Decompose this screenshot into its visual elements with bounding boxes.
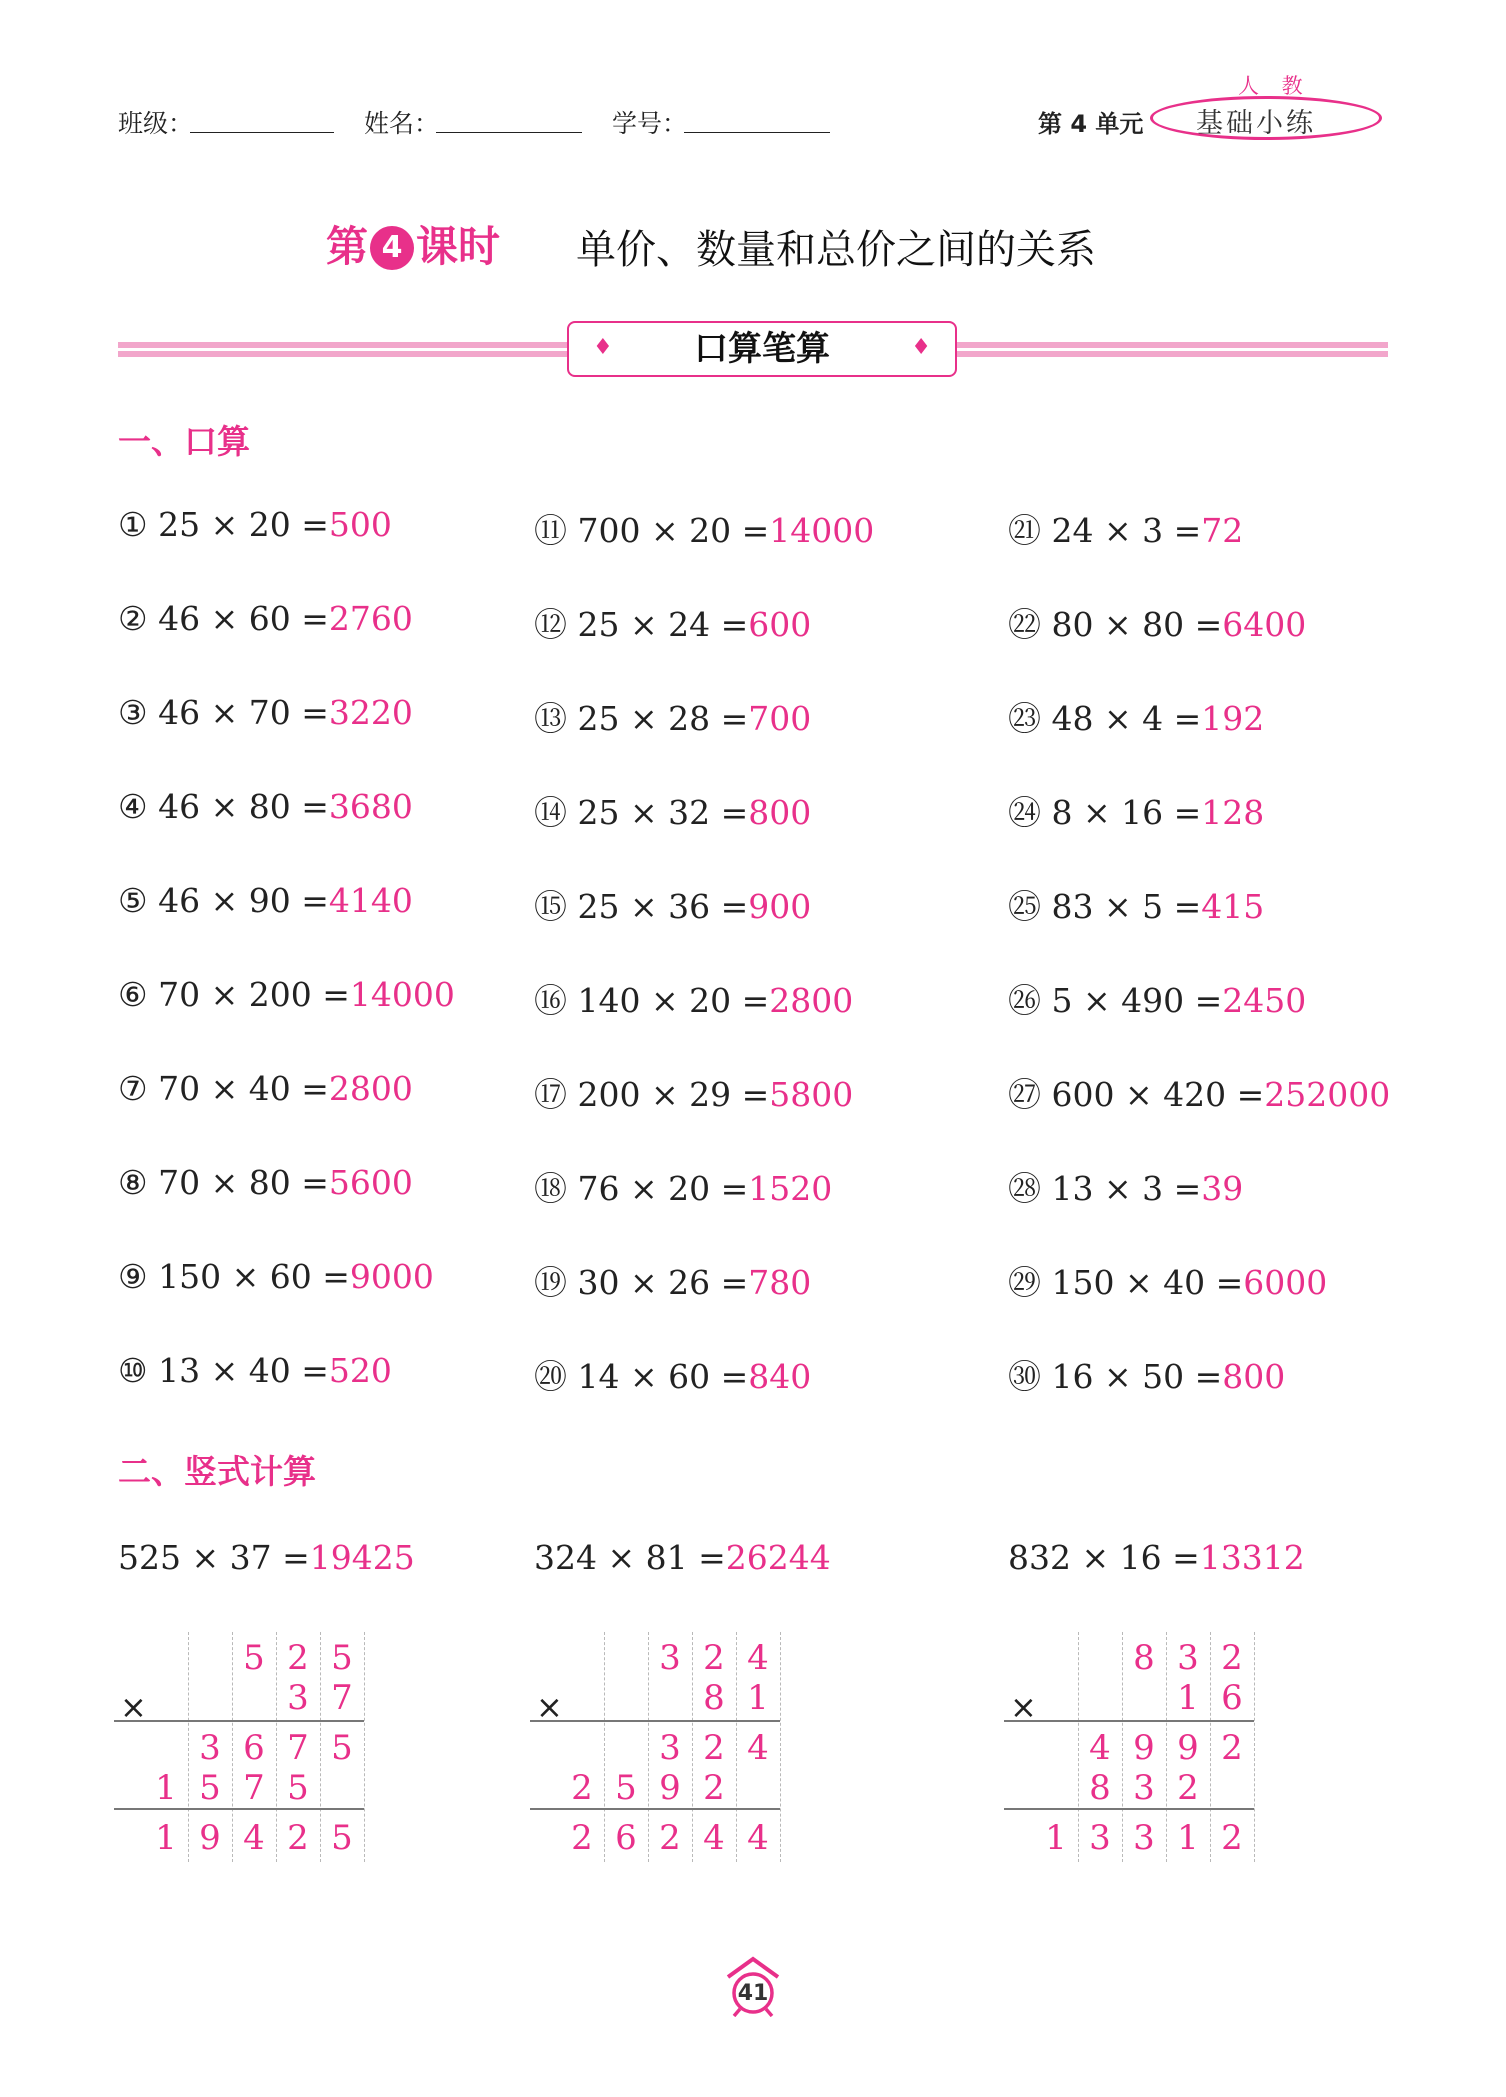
problem-index: ㉗ xyxy=(1008,1075,1041,1114)
problem-index: ㉚ xyxy=(1008,1357,1041,1396)
digit-cell: 7 xyxy=(243,1768,265,1808)
problem-answer[interactable]: 415 xyxy=(1201,887,1265,926)
digit-cell: 4 xyxy=(747,1638,769,1678)
problem-answer[interactable]: 128 xyxy=(1201,793,1265,832)
problem-answer[interactable]: 800 xyxy=(1222,1357,1286,1396)
problem-expression: 14 × 60 = xyxy=(577,1357,749,1396)
digit-cell: 4 xyxy=(747,1728,769,1768)
problem-index: ⑪ xyxy=(534,511,567,550)
digit-cell: 2 xyxy=(1221,1638,1243,1678)
problem-index: ㉕ xyxy=(1008,887,1041,926)
problem-answer[interactable]: 1520 xyxy=(748,1169,833,1208)
digit-cell: 4 xyxy=(747,1818,769,1858)
problem-index: ⑩ xyxy=(118,1351,148,1390)
vertical-problem-equation xyxy=(534,1538,831,1577)
rule-line xyxy=(530,1720,780,1722)
class-field[interactable] xyxy=(190,132,334,133)
digit-cell: 3 xyxy=(287,1678,309,1718)
problem-index: ⑥ xyxy=(118,975,148,1014)
problem-expression: 16 × 50 = xyxy=(1051,1357,1223,1396)
problem-expression: 25 × 32 = xyxy=(577,793,749,832)
digit-cell: 5 xyxy=(287,1768,309,1808)
problem-answer[interactable]: 2760 xyxy=(328,599,413,638)
mental-math-problem xyxy=(534,975,853,1022)
digit-cell: 2 xyxy=(703,1638,725,1678)
digit-cell: 4 xyxy=(703,1818,725,1858)
problem-answer[interactable]: 520 xyxy=(328,1351,392,1390)
rule-line xyxy=(1004,1808,1254,1810)
digit-cell: 2 xyxy=(1221,1728,1243,1768)
problem-answer[interactable]: 6000 xyxy=(1243,1263,1328,1302)
problem-answer[interactable]: 2800 xyxy=(769,981,854,1020)
digit-cell: 8 xyxy=(1133,1638,1155,1678)
mental-math-problem xyxy=(118,1069,413,1108)
mental-math-problem xyxy=(534,1163,832,1210)
problem-expression: 600 × 420 = xyxy=(1051,1075,1265,1114)
mental-math-problem xyxy=(118,975,455,1014)
problem-expression: 200 × 29 = xyxy=(577,1075,770,1114)
name-label: 姓名： xyxy=(364,109,440,138)
digit-cell: 3 xyxy=(199,1728,221,1768)
vertical-problem-equation xyxy=(118,1538,415,1577)
vertical-problem-expression: 832 × 16 = xyxy=(1008,1538,1200,1577)
grid-line xyxy=(780,1632,781,1862)
problem-index: ⑨ xyxy=(118,1257,148,1296)
vertical-problem-answer[interactable]: 19425 xyxy=(309,1538,415,1577)
lesson-number-badge: 4 xyxy=(370,226,414,270)
digit-cell: 5 xyxy=(243,1638,265,1678)
mental-math-problem xyxy=(118,1163,413,1202)
problem-answer[interactable]: 14000 xyxy=(769,511,875,550)
mental-math-problem xyxy=(1008,599,1306,646)
problem-expression: 83 × 5 = xyxy=(1051,887,1202,926)
mental-math-problem xyxy=(118,881,413,920)
digit-cell: 9 xyxy=(1177,1728,1199,1768)
digit-cell: 2 xyxy=(571,1818,593,1858)
problem-index: ⑰ xyxy=(534,1075,567,1114)
digit-cell: 2 xyxy=(1221,1818,1243,1858)
problem-index: ⑤ xyxy=(118,881,148,920)
digit-cell: 3 xyxy=(1133,1818,1155,1858)
grid-line xyxy=(364,1632,365,1862)
digit-cell: 9 xyxy=(659,1768,681,1808)
mental-math-problem xyxy=(1008,787,1264,834)
problem-expression: 8 × 16 = xyxy=(1051,793,1202,832)
digit-cell: 9 xyxy=(1133,1728,1155,1768)
digit-cell: 9 xyxy=(199,1818,221,1858)
rule-line xyxy=(114,1808,364,1810)
mental-math-problem xyxy=(118,787,413,826)
mental-math-problem xyxy=(534,787,811,834)
mental-math-problem xyxy=(1008,1069,1390,1116)
problem-index: ㉖ xyxy=(1008,981,1041,1020)
problem-answer[interactable]: 2800 xyxy=(328,1069,413,1108)
problem-expression: 25 × 28 = xyxy=(577,699,749,738)
digit-cell: 1 xyxy=(1045,1818,1067,1858)
problem-expression: 70 × 200 = xyxy=(158,975,350,1014)
digit-cell: 4 xyxy=(243,1818,265,1858)
mental-math-problem xyxy=(1008,693,1264,740)
brand-publisher: 人 教 xyxy=(1238,74,1311,98)
problem-answer[interactable]: 800 xyxy=(748,793,812,832)
mental-math-problem xyxy=(1008,505,1243,552)
problem-answer[interactable]: 4140 xyxy=(328,881,413,920)
section-title-vertical: 二、竖式计算 xyxy=(118,1452,316,1491)
problem-answer[interactable]: 3220 xyxy=(328,693,413,732)
problem-expression: 25 × 24 = xyxy=(577,605,749,644)
problem-index: ⑱ xyxy=(534,1169,567,1208)
problem-expression: 13 × 40 = xyxy=(158,1351,329,1390)
vertical-problem-expression: 525 × 37 = xyxy=(118,1538,310,1577)
digit-cell: 3 xyxy=(659,1638,681,1678)
problem-expression: 46 × 90 = xyxy=(158,881,329,920)
problem-expression: 46 × 60 = xyxy=(158,599,329,638)
section-title-mental-math: 一、口算 xyxy=(118,422,250,461)
problem-answer[interactable]: 600 xyxy=(748,605,812,644)
problem-expression: 80 × 80 = xyxy=(1051,605,1223,644)
problem-expression: 48 × 4 = xyxy=(1051,699,1202,738)
problem-answer[interactable]: 900 xyxy=(748,887,812,926)
problem-index: ㉑ xyxy=(1008,511,1041,550)
problem-expression: 70 × 40 = xyxy=(158,1069,329,1108)
problem-index: ㉓ xyxy=(1008,699,1041,738)
problem-answer[interactable]: 14000 xyxy=(349,975,455,1014)
vertical-problem-expression: 324 × 81 = xyxy=(534,1538,726,1577)
problem-expression: 70 × 80 = xyxy=(158,1163,329,1202)
vertical-calculation xyxy=(530,1632,780,1862)
problem-index: ㉔ xyxy=(1008,793,1041,832)
brand-title: 基础小练 xyxy=(1196,108,1316,139)
problem-index: ② xyxy=(118,599,148,638)
mental-math-problem xyxy=(1008,1163,1243,1210)
rule-line xyxy=(1004,1720,1254,1722)
problem-index: ⑧ xyxy=(118,1163,148,1202)
digit-cell: 5 xyxy=(331,1728,353,1768)
digit-cell: 1 xyxy=(155,1818,177,1858)
student-id-field[interactable] xyxy=(684,132,830,133)
problem-index: ⑦ xyxy=(118,1069,148,1108)
problem-answer[interactable]: 252000 xyxy=(1264,1075,1391,1114)
problem-index: ⑫ xyxy=(534,605,567,644)
digit-cell: 5 xyxy=(615,1768,637,1808)
problem-index: ⑬ xyxy=(534,699,567,738)
mental-math-problem xyxy=(534,505,874,552)
diamond-icon: ♦ xyxy=(593,335,613,360)
problem-answer[interactable]: 9000 xyxy=(349,1257,434,1296)
problem-answer[interactable]: 72 xyxy=(1201,511,1244,550)
problem-answer[interactable]: 39 xyxy=(1201,1169,1244,1208)
problem-index: ⑮ xyxy=(534,887,567,926)
problem-expression: 25 × 36 = xyxy=(577,887,749,926)
mental-math-problem xyxy=(1008,1351,1285,1398)
problem-expression: 46 × 70 = xyxy=(158,693,329,732)
section-banner: ♦ 口算笔算 ♦ xyxy=(567,321,957,377)
digit-cell: 7 xyxy=(331,1678,353,1718)
unit-label: 第 4 单元 xyxy=(1038,110,1144,138)
digit-cell: 8 xyxy=(703,1678,725,1718)
multiply-sign: × xyxy=(1010,1688,1037,1726)
digit-cell: 1 xyxy=(747,1678,769,1718)
lesson-title: 第 4 课时 xyxy=(326,222,501,271)
mental-math-problem xyxy=(534,693,811,740)
multiply-sign: × xyxy=(120,1688,147,1726)
digit-cell: 3 xyxy=(1177,1638,1199,1678)
page-title: 单价、数量和总价之间的关系 xyxy=(576,227,1096,273)
problem-answer[interactable]: 840 xyxy=(748,1357,812,1396)
digit-cell: 3 xyxy=(659,1728,681,1768)
problem-answer[interactable]: 192 xyxy=(1201,699,1265,738)
problem-expression: 150 × 40 = xyxy=(1051,1263,1244,1302)
mental-math-problem xyxy=(534,881,811,928)
vertical-problem-answer[interactable]: 26244 xyxy=(725,1538,831,1577)
digit-cell: 3 xyxy=(1133,1768,1155,1808)
digit-cell: 1 xyxy=(155,1768,177,1808)
page-number: 41 xyxy=(722,1955,784,2017)
problem-index: ① xyxy=(118,505,148,544)
problem-index: ⑯ xyxy=(534,981,567,1020)
problem-expression: 140 × 20 = xyxy=(577,981,770,1020)
student-id-label: 学号： xyxy=(612,109,688,138)
mental-math-problem xyxy=(118,1351,392,1390)
problem-answer[interactable]: 780 xyxy=(748,1263,812,1302)
digit-cell: 4 xyxy=(1089,1728,1111,1768)
problem-expression: 150 × 60 = xyxy=(158,1257,350,1296)
problem-expression: 30 × 26 = xyxy=(577,1263,749,1302)
digit-cell: 3 xyxy=(1089,1818,1111,1858)
digit-cell: 2 xyxy=(571,1768,593,1808)
digit-cell: 5 xyxy=(199,1768,221,1808)
problem-index: ④ xyxy=(118,787,148,826)
problem-index: ⑭ xyxy=(534,793,567,832)
digit-cell: 1 xyxy=(1177,1678,1199,1718)
mental-math-problem xyxy=(118,599,413,638)
rule-line xyxy=(114,1720,364,1722)
vertical-calculation xyxy=(1004,1632,1254,1862)
rule-line xyxy=(530,1808,780,1810)
problem-answer[interactable]: 2450 xyxy=(1222,981,1307,1020)
problem-expression: 24 × 3 = xyxy=(1051,511,1202,550)
digit-cell: 2 xyxy=(287,1818,309,1858)
digit-cell: 2 xyxy=(287,1638,309,1678)
digit-cell: 6 xyxy=(615,1818,637,1858)
digit-cell: 2 xyxy=(703,1768,725,1808)
mental-math-problem xyxy=(118,1257,434,1296)
digit-cell: 5 xyxy=(331,1638,353,1678)
mental-math-problem xyxy=(534,1257,811,1304)
multiply-sign: × xyxy=(536,1688,563,1726)
vertical-calculation xyxy=(114,1632,364,1862)
name-field[interactable] xyxy=(436,132,582,133)
mental-math-problem xyxy=(118,693,413,732)
problem-answer[interactable]: 500 xyxy=(328,505,392,544)
digit-cell: 2 xyxy=(1177,1768,1199,1808)
vertical-problem-equation xyxy=(1008,1538,1305,1577)
mental-math-problem xyxy=(118,505,392,544)
mental-math-problem xyxy=(1008,1257,1327,1304)
problem-index: ⑲ xyxy=(534,1263,567,1302)
digit-cell: 2 xyxy=(659,1818,681,1858)
problem-answer[interactable]: 5600 xyxy=(328,1163,413,1202)
problem-index: ㉒ xyxy=(1008,605,1041,644)
problem-index: ㉙ xyxy=(1008,1263,1041,1302)
problem-answer[interactable]: 5800 xyxy=(769,1075,854,1114)
problem-index: ③ xyxy=(118,693,148,732)
mental-math-problem xyxy=(534,1351,811,1398)
problem-answer[interactable]: 6400 xyxy=(1222,605,1307,644)
diamond-icon: ♦ xyxy=(911,335,931,360)
problem-expression: 46 × 80 = xyxy=(158,787,329,826)
vertical-problem-answer[interactable]: 13312 xyxy=(1199,1538,1305,1577)
problem-expression: 76 × 20 = xyxy=(577,1169,749,1208)
problem-answer[interactable]: 3680 xyxy=(328,787,413,826)
digit-cell: 1 xyxy=(1177,1818,1199,1858)
problem-index: ㉘ xyxy=(1008,1169,1041,1208)
grid-line xyxy=(1254,1632,1255,1862)
digit-cell: 6 xyxy=(243,1728,265,1768)
mental-math-problem xyxy=(1008,881,1264,928)
mental-math-problem xyxy=(1008,975,1306,1022)
problem-expression: 13 × 3 = xyxy=(1051,1169,1202,1208)
digit-cell: 6 xyxy=(1221,1678,1243,1718)
problem-expression: 700 × 20 = xyxy=(577,511,770,550)
digit-cell: 8 xyxy=(1089,1768,1111,1808)
digit-cell: 5 xyxy=(331,1818,353,1858)
class-label: 班级： xyxy=(118,109,194,138)
digit-cell: 2 xyxy=(703,1728,725,1768)
problem-answer[interactable]: 700 xyxy=(748,699,812,738)
problem-expression: 25 × 20 = xyxy=(158,505,329,544)
mental-math-problem xyxy=(534,1069,853,1116)
problem-index: ⑳ xyxy=(534,1357,567,1396)
digit-cell: 7 xyxy=(287,1728,309,1768)
problem-expression: 5 × 490 = xyxy=(1051,981,1223,1020)
mental-math-problem xyxy=(534,599,811,646)
